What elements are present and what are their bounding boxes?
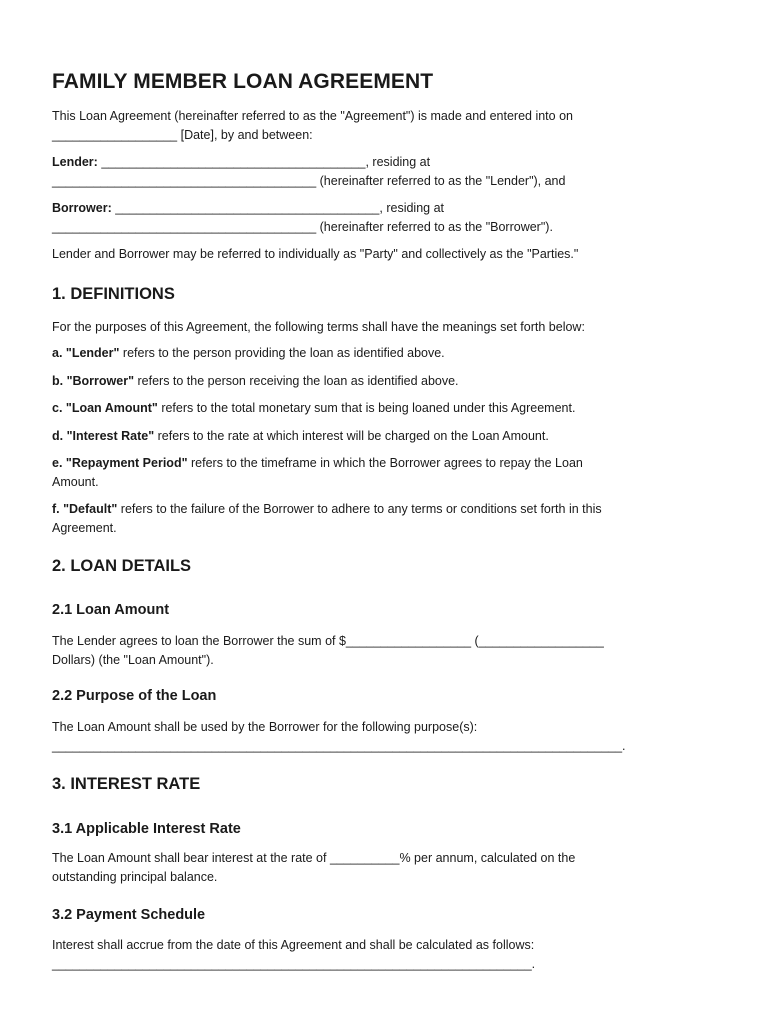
definition-text: refers to the person providing the loan as identified above. (119, 346, 445, 360)
section-heading-interest-rate: 3. INTEREST RATE (52, 775, 201, 793)
definition-item (52, 372, 720, 391)
definitions-intro: For the purposes of this Agreement, the following terms shall have the meanings set forth below: (52, 320, 585, 334)
definition-item (52, 399, 720, 418)
intro-line-2: __________________ [Date], by and between: (52, 128, 313, 142)
definition-term: e. "Repayment Period" (52, 456, 188, 470)
loan-purpose-line-2: __________________________________________________________________________________. (52, 739, 626, 753)
document-title: FAMILY MEMBER LOAN AGREEMENT (52, 70, 434, 93)
loan-purpose-line-1: The Loan Amount shall be used by the Borrower for the following purpose(s): (52, 720, 478, 734)
definition-item (52, 344, 720, 363)
payment-schedule-paragraph (52, 936, 720, 974)
lender-label: Lender: (52, 155, 98, 169)
lender-line-1: ______________________________________, residing at (97, 155, 431, 169)
section-heading-loan-details: 2. LOAN DETAILS (52, 557, 192, 575)
definition-text-continued: Agreement. (52, 521, 117, 535)
intro-paragraph (52, 107, 720, 145)
definition-term: a. "Lender" (52, 346, 120, 360)
parties-note: Lender and Borrower may be referred to individually as "Party" and collectively as the "Parties." (52, 247, 579, 261)
lender-line-2: ______________________________________ (hereinafter referred to as the "Lender"), and (52, 174, 566, 188)
payment-schedule-line-2: _____________________________________________________________________. (52, 957, 536, 971)
definition-text: refers to the total monetary sum that is being loaned under this Agreement. (157, 401, 576, 415)
definition-text: refers to the person receiving the loan as identified above. (134, 374, 459, 388)
definition-text: refers to the failure of the Borrower to adhere to any terms or conditions set forth in this (117, 502, 602, 516)
subsection-heading-loan-purpose: 2.2 Purpose of the Loan (52, 688, 217, 704)
subsection-heading-loan-amount: 2.1 Loan Amount (52, 602, 170, 618)
definition-term: b. "Borrower" (52, 374, 135, 388)
subsection-heading-applicable-interest-rate: 3.1 Applicable Interest Rate (52, 821, 241, 837)
definition-item (52, 454, 720, 492)
borrower-line-1: ______________________________________, residing at (111, 201, 444, 215)
definition-term: f. "Default" (52, 502, 118, 516)
section-heading-definitions: 1. DEFINITIONS (52, 285, 175, 303)
lender-paragraph (52, 153, 720, 191)
loan-purpose-paragraph (52, 718, 720, 756)
borrower-paragraph (52, 199, 720, 237)
subsection-heading-payment-schedule: 3.2 Payment Schedule (52, 907, 206, 923)
interest-rate-line-1: The Loan Amount shall bear interest at the rate of __________% per annum, calculated on the (52, 851, 576, 865)
borrower-label: Borrower: (52, 201, 112, 215)
definition-term: d. "Interest Rate" (52, 429, 155, 443)
loan-amount-line-1: The Lender agrees to loan the Borrower the sum of $__________________ (__________________ (52, 634, 604, 648)
loan-amount-paragraph (52, 632, 720, 670)
interest-rate-paragraph (52, 849, 720, 887)
definition-item (52, 500, 720, 538)
loan-amount-line-2: Dollars) (the "Loan Amount"). (52, 653, 214, 667)
definition-text: refers to the rate at which interest will be charged on the Loan Amount. (154, 429, 549, 443)
definition-term: c. "Loan Amount" (52, 401, 158, 415)
interest-rate-line-2: outstanding principal balance. (52, 870, 218, 884)
intro-line-1: This Loan Agreement (hereinafter referred to as the "Agreement") is made and entered into on (52, 109, 573, 123)
definition-item (52, 427, 720, 446)
payment-schedule-line-1: Interest shall accrue from the date of this Agreement and shall be calculated as follows: (52, 938, 535, 952)
borrower-line-2: ______________________________________ (hereinafter referred to as the "Borrower"). (52, 220, 553, 234)
definition-text-continued: Amount. (52, 475, 99, 489)
definition-text: refers to the timeframe in which the Borrower agrees to repay the Loan (187, 456, 583, 470)
